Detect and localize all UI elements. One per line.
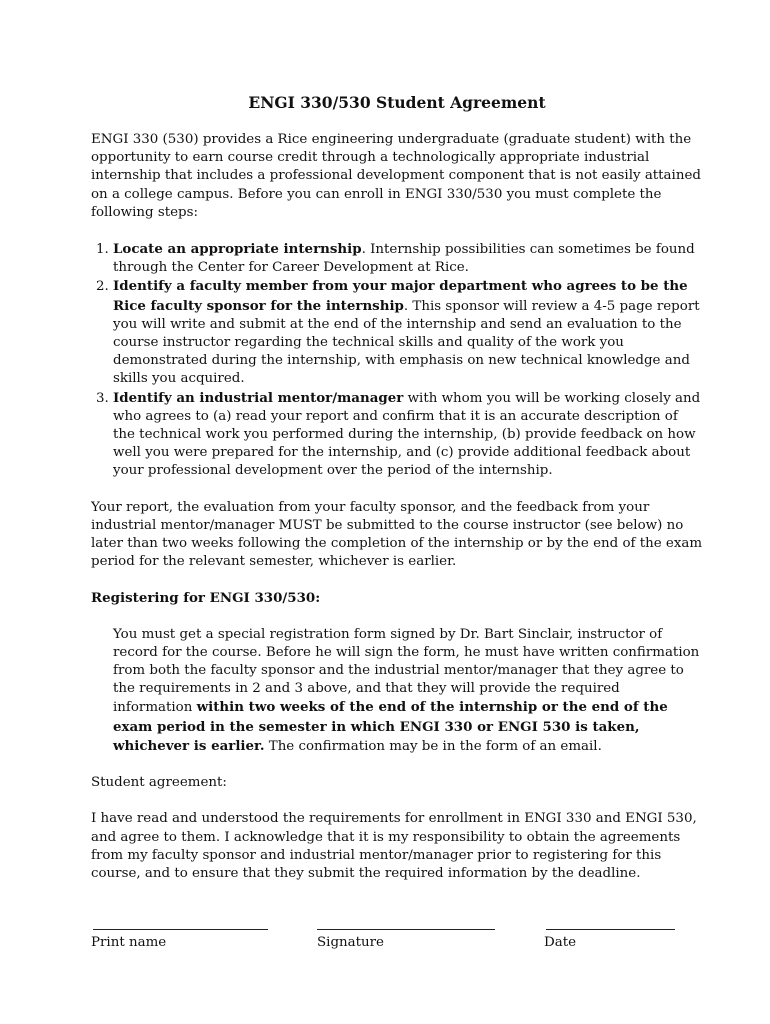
document-title: ENGI 330/530 Student Agreement (248, 93, 546, 112)
intro-paragraph: ENGI 330 (530) provides a Rice engineering undergraduate (graduate student) with the opportunity to earn course credit through a technologically appropriate industrial internship that includes a professional development component that is not easily attained on a college campus. Before you can enroll in ENGI 330/530 you must complete the following steps: (91, 132, 701, 220)
agreement-paragraph: I have read and understood the requirements for enrollment in ENGI 330 and ENGI 530, and agree to them. I acknowledge that it is my responsibility to obtain the agreements from my faculty sponsor and industrial mentor/manager prior to registering for this course, and to ensure that they submit the required information by the deadline. (91, 811, 697, 881)
date-field[interactable] (546, 929, 675, 952)
registering-text-end: The confirmation may be in the form of an email. (264, 738, 602, 754)
registering-heading: Registering for ENGI 330/530: (91, 590, 321, 607)
step-item (113, 389, 703, 481)
registering-paragraph (113, 626, 703, 756)
agreement-heading: Student agreement: (91, 775, 227, 791)
steps-list (91, 240, 703, 481)
signature-row (91, 929, 703, 969)
signature-line[interactable] (317, 929, 495, 930)
step-text: . This sponsor will review a 4-5 page report you will write and submit at the end of the internship and send an evaluation to the course instructor regarding the technical skills and quality of the work you demonstrated during the internship, with emphasis on new technical knowledge and skills you acquired. (113, 298, 700, 387)
step-item (113, 240, 703, 277)
signature-label: Signature (317, 935, 384, 951)
date-label: Date (544, 935, 577, 951)
step-heading: Identify an industrial mentor/manager (113, 389, 404, 406)
document-page (91, 92, 703, 969)
report-paragraph: Your report, the evaluation from your faculty sponsor, and the feedback from your industrial mentor/manager MUST be submitted to the course instructor (see below) no later than two weeks following the completion of the internship or by the end of the exam period for the relevant semester, whichever is earlier. (91, 499, 703, 570)
signature-field[interactable] (317, 929, 495, 952)
print-name-field[interactable] (93, 929, 268, 952)
registering-deadline: within two weeks of the end of the internship or the end of the exam period in the semester in which ENGI 330 or ENGI 530 is taken, whichever is earlier. (113, 699, 668, 754)
step-text: with whom you will be working closely and who agrees to (a) read your report and confirm that it is an accurate description of the technical work you performed during the internship, (b) provide feedback on how well you were prepared for the internship, and (c) provide additional feedback about your professional development over the period of the internship. (113, 390, 701, 479)
print-name-line[interactable] (93, 929, 268, 930)
date-line[interactable] (546, 929, 675, 930)
registering-text: You must get a special registration form signed by Dr. Bart Sinclair, instructor of record for the course. Before he will sign the form, he must have written confirmation from both the faculty sponsor and the industrial mentor/manager that they agree to the requirements in 2 and 3 above, and that they will provide the required information (113, 626, 700, 716)
print-name-label: Print name (91, 935, 167, 951)
step-heading: Identify a faculty member from your major department who agrees to be the Rice faculty sponsor for the internship (113, 278, 688, 314)
step-text: . Internship possibilities can sometimes be found through the Center for Career Development at Rice. (113, 242, 695, 276)
step-heading: Locate an appropriate internship (113, 241, 362, 258)
step-item (113, 277, 703, 388)
